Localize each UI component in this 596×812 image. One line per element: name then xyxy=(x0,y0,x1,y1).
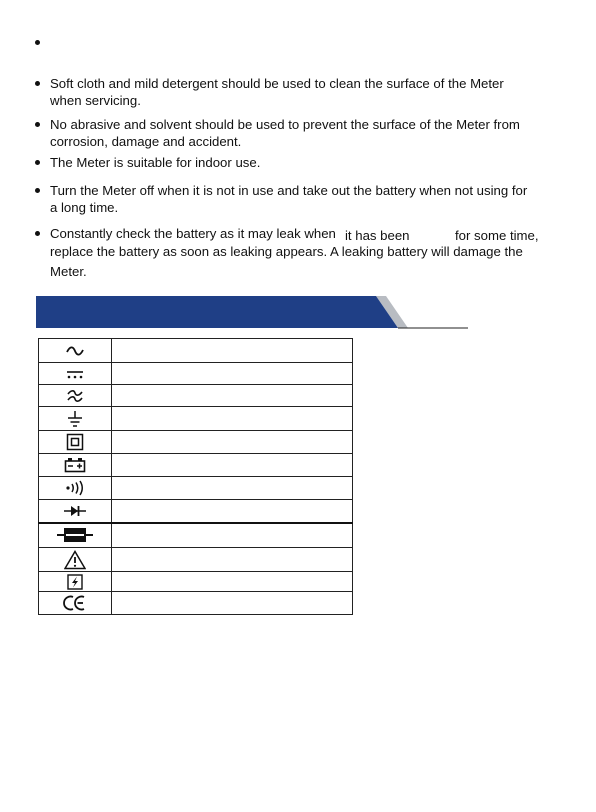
table-row xyxy=(39,548,353,572)
fuse-icon xyxy=(57,526,93,544)
bullet-text: Turn the Meter off when it is not in use and take out the battery when not using for xyxy=(50,183,528,198)
table-row xyxy=(39,572,353,592)
bullet-text: Soft cloth and mild detergent should be used to clean the surface of the Meter xyxy=(50,76,504,91)
symbol-description xyxy=(111,454,352,477)
symbol-cell xyxy=(39,363,112,385)
bullet-dot xyxy=(35,188,40,193)
warning-icon xyxy=(64,550,86,570)
bullet-text: No abrasive and solvent should be used to prevent the surface of the Meter from xyxy=(50,117,520,132)
symbol-cell xyxy=(39,407,112,431)
symbol-description xyxy=(111,523,352,548)
section-header-banner xyxy=(36,296,468,332)
symbol-description xyxy=(111,477,352,500)
bullet-text: Constantly check the battery as it may leak when xyxy=(50,226,336,241)
table-row xyxy=(39,523,353,548)
bullet-dot xyxy=(35,122,40,127)
bullet-text: when servicing. xyxy=(50,93,141,108)
symbol-cell xyxy=(39,454,112,477)
ac-icon xyxy=(65,344,85,358)
dc-icon xyxy=(65,367,85,381)
bullet-text: replace the battery as soon as leaking appears. A leaking battery will damage the xyxy=(50,244,523,259)
symbol-description xyxy=(111,385,352,407)
symbol-cell xyxy=(39,548,112,572)
table-row xyxy=(39,592,353,615)
symbol-description xyxy=(111,548,352,572)
bullet-text: The Meter is suitable for indoor use. xyxy=(50,155,261,170)
table-row xyxy=(39,477,353,500)
table-row xyxy=(39,363,353,385)
table-row xyxy=(39,500,353,523)
symbol-description xyxy=(111,339,352,363)
symbol-cell xyxy=(39,572,112,592)
symbol-description xyxy=(111,407,352,431)
symbol-cell xyxy=(39,500,112,523)
symbol-cell xyxy=(39,592,112,615)
table-row xyxy=(39,385,353,407)
symbols-table xyxy=(38,338,353,615)
symbol-description xyxy=(111,592,352,615)
bullet-text: corrosion, damage and accident. xyxy=(50,134,242,149)
ac-dc-icon xyxy=(65,389,85,403)
symbol-cell xyxy=(39,431,112,454)
continuity-buzzer-icon xyxy=(64,480,86,496)
symbol-cell xyxy=(39,523,112,548)
bullet-dot xyxy=(35,160,40,165)
symbol-cell xyxy=(39,385,112,407)
bullet-text: Meter. xyxy=(50,264,87,279)
low-battery-icon xyxy=(64,457,86,473)
high-voltage-icon xyxy=(67,574,83,590)
bullet-text-fragment: it has been xyxy=(345,228,410,243)
ce-mark-icon xyxy=(63,594,87,612)
bullet-dot xyxy=(35,231,40,236)
symbol-description xyxy=(111,572,352,592)
symbol-description xyxy=(111,363,352,385)
symbol-cell xyxy=(39,477,112,500)
diode-icon xyxy=(63,504,87,518)
ground-icon xyxy=(65,410,85,428)
table-row xyxy=(39,339,353,363)
table-row xyxy=(39,454,353,477)
symbol-description xyxy=(111,500,352,523)
table-row xyxy=(39,407,353,431)
maintenance-notes xyxy=(0,0,596,300)
double-insulation-icon xyxy=(66,433,84,451)
symbol-cell xyxy=(39,339,112,363)
banner-fill xyxy=(36,296,398,328)
bullet-text: a long time. xyxy=(50,200,119,215)
bullet-text-fragment: for some time, xyxy=(455,228,539,243)
bullet-dot xyxy=(35,81,40,86)
symbol-description xyxy=(111,431,352,454)
table-row xyxy=(39,431,353,454)
bullet-dot xyxy=(35,40,40,45)
